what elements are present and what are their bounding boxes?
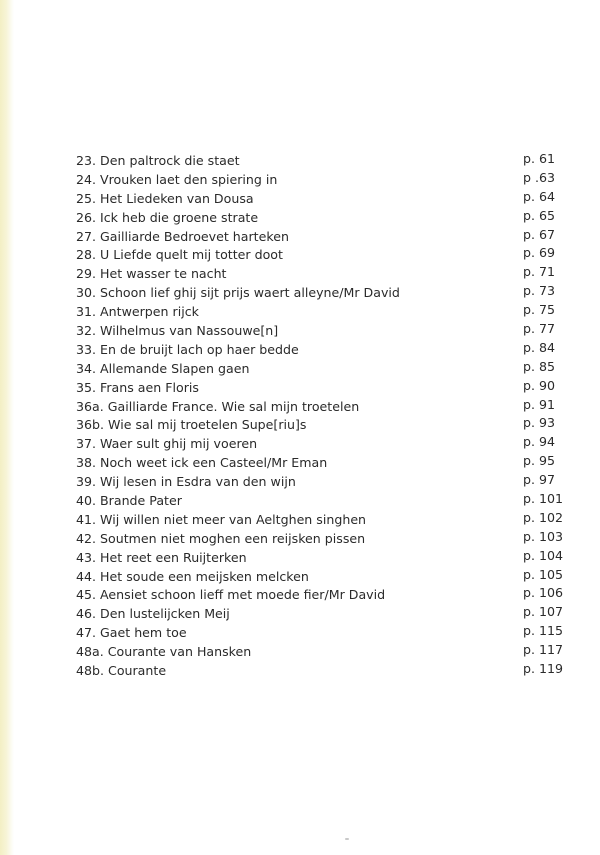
toc-entry-page: p. 65: [523, 207, 556, 223]
toc-entry: [76, 568, 566, 587]
toc-entry-page: p. 94: [523, 434, 556, 450]
toc-entry-page: p. 119: [523, 661, 564, 677]
toc-entry-title: 45. Aensiet schoon lieff met moede fier/Mr David: [76, 587, 386, 603]
toc-entry: [76, 549, 566, 568]
toc-entry-title: 28. U Liefde quelt mij totter doot: [76, 247, 283, 263]
toc-entry: [76, 171, 566, 190]
toc-entry-page: p. 73: [523, 283, 556, 299]
toc-entry-page: p .63: [523, 169, 556, 185]
toc-entry: [76, 379, 566, 398]
toc-entry-page: p. 97: [523, 472, 556, 488]
toc-entry: [76, 473, 566, 492]
toc-entry-page: p. 67: [523, 226, 556, 242]
toc-entry-title: 30. Schoon lief ghij sijt prijs waert alleyne/Mr David: [76, 285, 400, 301]
toc-entry-title: 23. Den paltrock die staet: [76, 153, 240, 168]
toc-entry-title: 34. Allemande Slapen gaen: [76, 360, 250, 376]
toc-entry-page: p. 61: [523, 151, 556, 166]
toc-entry-title: 25. Het Liedeken van Dousa: [76, 190, 254, 206]
toc-entry-page: p. 101: [523, 491, 564, 507]
toc-entry-page: p. 84: [523, 339, 556, 355]
toc-entry-page: p. 104: [523, 547, 564, 563]
toc-entry-page: p. 64: [523, 188, 556, 204]
toc-entry-page: p. 105: [523, 566, 564, 582]
toc-entry: [76, 643, 566, 662]
toc-entry: [76, 152, 566, 171]
toc-entry: [76, 586, 566, 605]
toc-entry: [76, 530, 566, 549]
toc-entry: [76, 435, 566, 454]
toc-entry-title: 43. Het reet een Ruijterken: [76, 549, 247, 565]
toc-entry-title: 38. Noch weet ick een Casteel/Mr Eman: [76, 455, 328, 471]
toc-entry-title: 41. Wij willen niet meer van Aeltghen singhen: [76, 511, 367, 527]
toc-entry-title: 27. Gailliarde Bedroevet harteken: [76, 228, 289, 244]
toc-entry-title: 36a. Gailliarde France. Wie sal mijn troetelen: [76, 398, 360, 414]
toc-entry-title: 35. Frans aen Floris: [76, 379, 199, 395]
toc-entry-title: 39. Wij lesen in Esdra van den wijn: [76, 474, 296, 490]
toc-entry-page: p. 75: [523, 302, 556, 318]
toc-entry: [76, 416, 566, 435]
toc-entry-page: p. 71: [523, 264, 556, 280]
toc-entry-title: 29. Het wasser te nacht: [76, 266, 227, 282]
toc-entry: [76, 492, 566, 511]
toc-entry-title: 48a. Courante van Hansken: [76, 644, 252, 660]
toc-entry-page: p. 77: [523, 321, 556, 337]
toc-entry-title: 32. Wilhelmus van Nassouwe[n]: [76, 323, 279, 339]
toc-entry-title: 46. Den lustelijcken Meij: [76, 606, 230, 622]
paper-speck: [345, 838, 349, 840]
toc-entry: [76, 605, 566, 624]
toc-entry-page: p. 106: [523, 585, 564, 601]
toc-entry: [76, 454, 566, 473]
toc-entry-title: 31. Antwerpen rijck: [76, 304, 199, 320]
toc-entry-title: 24. Vrouken laet den spiering in: [76, 171, 278, 187]
toc-entry: [76, 190, 566, 209]
toc-entry: [76, 246, 566, 265]
toc-entry-title: 48b. Courante: [76, 663, 167, 679]
toc-entry-page: p. 93: [523, 415, 556, 431]
toc-entry-page: p. 115: [523, 623, 564, 639]
toc-entry-page: p. 117: [523, 642, 564, 658]
toc-entry-title: 37. Waer sult ghij mij voeren: [76, 436, 258, 452]
toc-entry: [76, 511, 566, 530]
toc-entry: [76, 624, 566, 643]
toc-entry-title: 44. Het soude een meijsken melcken: [76, 568, 309, 584]
toc-entry-title: 42. Soutmen niet moghen een reijsken pissen: [76, 530, 366, 546]
toc-entry: [76, 303, 566, 322]
toc-entry: [76, 284, 566, 303]
toc-entry-page: p. 85: [523, 358, 556, 374]
toc-entry-page: p. 102: [523, 509, 564, 525]
toc-entry-page: p. 107: [523, 604, 564, 620]
toc-entry-page: p. 103: [523, 528, 564, 544]
toc-entry: [76, 360, 566, 379]
toc-entry: [76, 398, 566, 417]
toc-entry-page: p. 90: [523, 377, 556, 393]
toc-entry-title: 33. En de bruijt lach op haer bedde: [76, 341, 299, 357]
toc-entry: [76, 265, 566, 284]
toc-entry-page: p. 91: [523, 396, 556, 412]
toc-entry: [76, 662, 566, 681]
toc-entry: [76, 209, 566, 228]
toc-entry-title: 40. Brande Pater: [76, 493, 182, 509]
toc-entry: [76, 341, 566, 360]
toc-entry: [76, 322, 566, 341]
toc-entry-title: 36b. Wie sal mij troetelen Supe[riu]s: [76, 417, 307, 433]
table-of-contents: [76, 152, 566, 681]
toc-entry: [76, 228, 566, 247]
toc-entry-title: 26. Ick heb die groene strate: [76, 209, 259, 225]
toc-entry-page: p. 69: [523, 245, 556, 261]
toc-entry-title: 47. Gaet hem toe: [76, 625, 187, 641]
page-edge-shadow: [0, 0, 14, 855]
toc-entry-page: p. 95: [523, 453, 556, 469]
